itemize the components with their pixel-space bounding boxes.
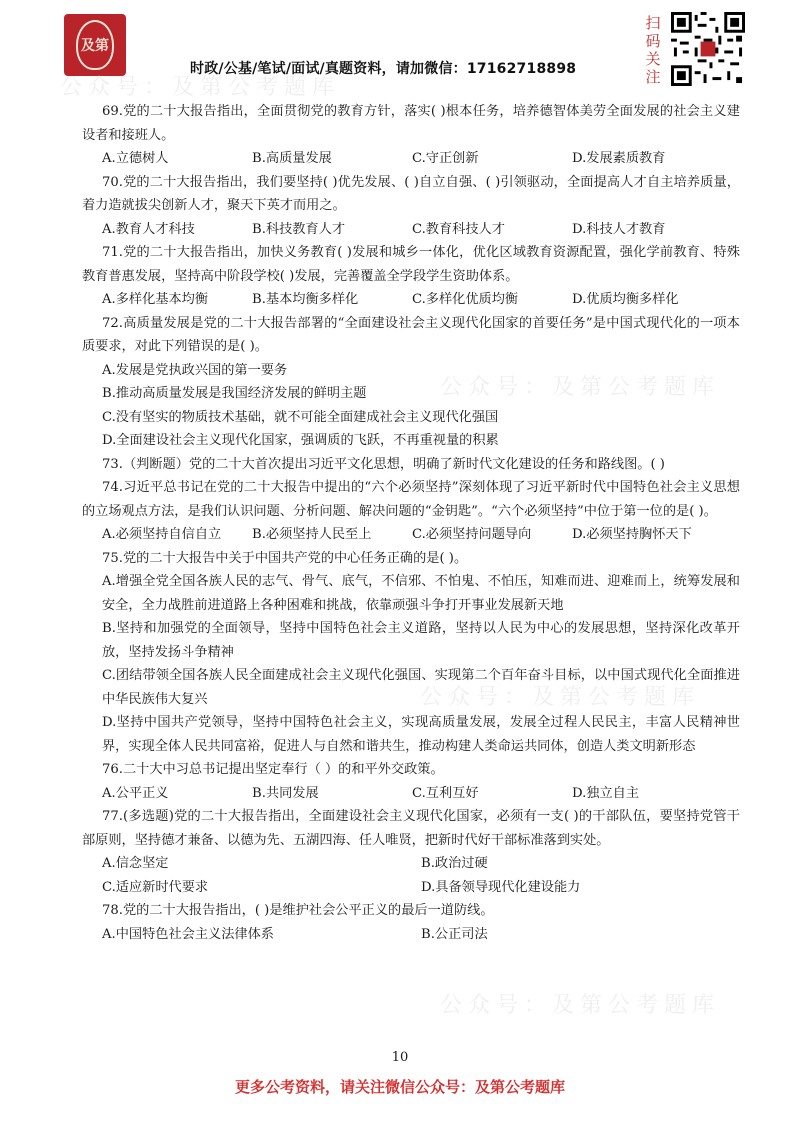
answer-option: A.公平正义 xyxy=(102,785,169,801)
question-stem: 75.党的二十大报告中关于中国共产党的中心任务正确的是( )。 xyxy=(102,550,468,566)
question-stem: 76.二十大中习总书记提出坚定奉行（ ）的和平外交政策。 xyxy=(102,762,444,777)
answer-option: D.具备领导现代化建设能力 xyxy=(421,879,581,895)
answer-option: A.增强全党全国各族人民的志气、骨气、底气，不信邪、不怕鬼、不怕压，知难而进、迎难而上，统筹发展和安全，全力战胜前进道路上各种困难和挑战，依靠顽强斗争打开事业发展新天地 xyxy=(102,574,740,613)
question-stem: 72.高质量发展是党的二十大报告部署的“全面建设社会主义现代化国家的首要任务”是中国式现代化的一项本质要求，对此下列错误的是( )。 xyxy=(82,315,740,354)
answer-option: C.互利互好 xyxy=(412,785,479,801)
answer-option: B.共同发展 xyxy=(252,785,319,801)
answer-option: B.公正司法 xyxy=(421,926,488,942)
page-number: 10 xyxy=(391,1050,409,1065)
qr-code-icon[interactable] xyxy=(671,12,745,86)
answer-option: C.没有坚实的物质技术基础，就不可能全面建成社会主义现代化强国 xyxy=(102,409,499,425)
options-row xyxy=(82,288,740,312)
answer-option: A.发展是党执政兴国的第一要务 xyxy=(102,362,288,378)
answer-option: A.多样化基本均衡 xyxy=(102,292,209,307)
watermark: 公众号：及第公考题库 xyxy=(440,993,721,1018)
answer-option: C.教育科技人才 xyxy=(412,221,505,237)
answer-option: D.发展素质教育 xyxy=(572,151,666,166)
answer-option: D.全面建设社会主义现代化国家，强调质的飞跃，不再重视量的积累 xyxy=(102,433,499,448)
answer-option: D.坚持中国共产党领导，坚持中国特色社会主义，实现高质量发展，发展全过程人民民主，丰富人民精神世界，实现全体人民共同富裕，促进人与自然和谐共生，推动构建人类命运共同体，创造人类文明新形态 xyxy=(102,715,740,754)
options-row xyxy=(82,147,740,171)
answer-option: D.优质均衡多样化 xyxy=(572,292,679,307)
answer-option: B.必须坚持人民至上 xyxy=(252,527,372,542)
question-stem: 73.（判断题）党的二十大首次提出习近平文化思想，明确了新时代文化建设的任务和路线图。( ) xyxy=(102,456,665,472)
answer-option: A.教育人才科技 xyxy=(102,221,195,237)
watermark: 公众号：及第公考题库 xyxy=(60,75,341,100)
logo xyxy=(64,14,126,76)
question-stem: 74.习近平总书记在党的二十大报告中提出的“六个必须坚持”深刻体现了习近平新时代中国特色社会主义思想的立场观点方法，是我们认识问题、分析问题、解决问题的“金钥匙”。“六个必须坚持”中位于第一位的是( )。 xyxy=(82,480,740,519)
watermark: 公众号：及第公考题库 xyxy=(440,375,721,400)
answer-option: C.适应新时代要求 xyxy=(102,879,209,895)
answer-option: B.政治过硬 xyxy=(421,856,488,871)
header-banner: 时政/公基/笔试/面试/真题资料，请加微信：17162718898 xyxy=(190,61,577,77)
question-stem: 77.(多选题)党的二十大报告指出，全面建设社会主义现代化国家，必须有一支( )的干部队伍，要坚持党管干部原则，坚持德才兼备、以德为先、五湖四海、任人唯贤，把新时代好干部标准落到实处。 xyxy=(82,809,740,848)
options-row xyxy=(82,852,740,876)
watermark: 公众号：及第公考题库 xyxy=(420,685,701,710)
options-row xyxy=(82,876,740,900)
answer-option: A.立德树人 xyxy=(102,151,169,166)
answer-option: D.必须坚持胸怀天下 xyxy=(572,527,692,542)
answer-option: B.坚持和加强党的全面领导，坚持中国特色社会主义道路，坚持以人民为中心的发展思想，坚持深化改革开放，坚持发扬斗争精神 xyxy=(102,621,740,660)
answer-option: C.守正创新 xyxy=(412,151,479,166)
answer-option: B.科技教育人才 xyxy=(252,221,346,237)
answer-option: C.团结带领全国各族人民全面建成社会主义现代化强国、实现第二个百年奋斗目标，以中国式现代化全面推进中华民族伟大复兴 xyxy=(102,668,740,707)
answer-option: A.中国特色社会主义法律体系 xyxy=(102,926,274,942)
logo-emblem: 及第 xyxy=(76,20,114,70)
question-stem: 70.党的二十大报告指出，我们要坚持( )优先发展、( )自立自强、( )引领驱动，全面提高人才自主培养质量，着力造就拔尖创新人才，聚天下英才而用之。 xyxy=(82,174,740,213)
answer-option: C.多样化优质均衡 xyxy=(412,292,519,307)
question-list xyxy=(82,100,740,946)
options-row xyxy=(82,218,740,242)
footer-banner: 更多公考资料，请关注微信公众号：及第公考题库 xyxy=(234,1078,565,1096)
question-stem: 69.党的二十大报告指出，全面贯彻党的教育方针，落实( )根本任务，培养德智体美劳全面发展的社会主义建设者和接班人。 xyxy=(82,104,740,143)
options-row xyxy=(82,523,740,547)
answer-option: B.推动高质量发展是我国经济发展的鲜明主题 xyxy=(102,386,367,401)
question-stem: 78.党的二十大报告指出，( )是维护社会公平正义的最后一道防线。 xyxy=(102,903,494,918)
answer-option: C.必须坚持问题导向 xyxy=(412,527,532,542)
question-stem: 71.党的二十大报告指出，加快义务教育( )发展和城乡一体化，优化区域教育资源配置，强化学前教育、特殊教育普惠发展，坚持高中阶段学校( )发展，完善覆盖全学段学生资助体系。 xyxy=(82,245,740,284)
answer-option: B.高质量发展 xyxy=(252,151,332,166)
answer-option: A.必须坚持自信自立 xyxy=(102,527,222,542)
answer-option: D.独立自主 xyxy=(572,785,640,801)
options-row xyxy=(82,923,740,947)
answer-option: B.基本均衡多样化 xyxy=(252,292,359,307)
scan-label: 扫码关注 xyxy=(645,14,661,86)
answer-option: D.科技人才教育 xyxy=(572,221,666,237)
options-row xyxy=(82,782,740,806)
answer-option: A.信念坚定 xyxy=(102,856,169,871)
